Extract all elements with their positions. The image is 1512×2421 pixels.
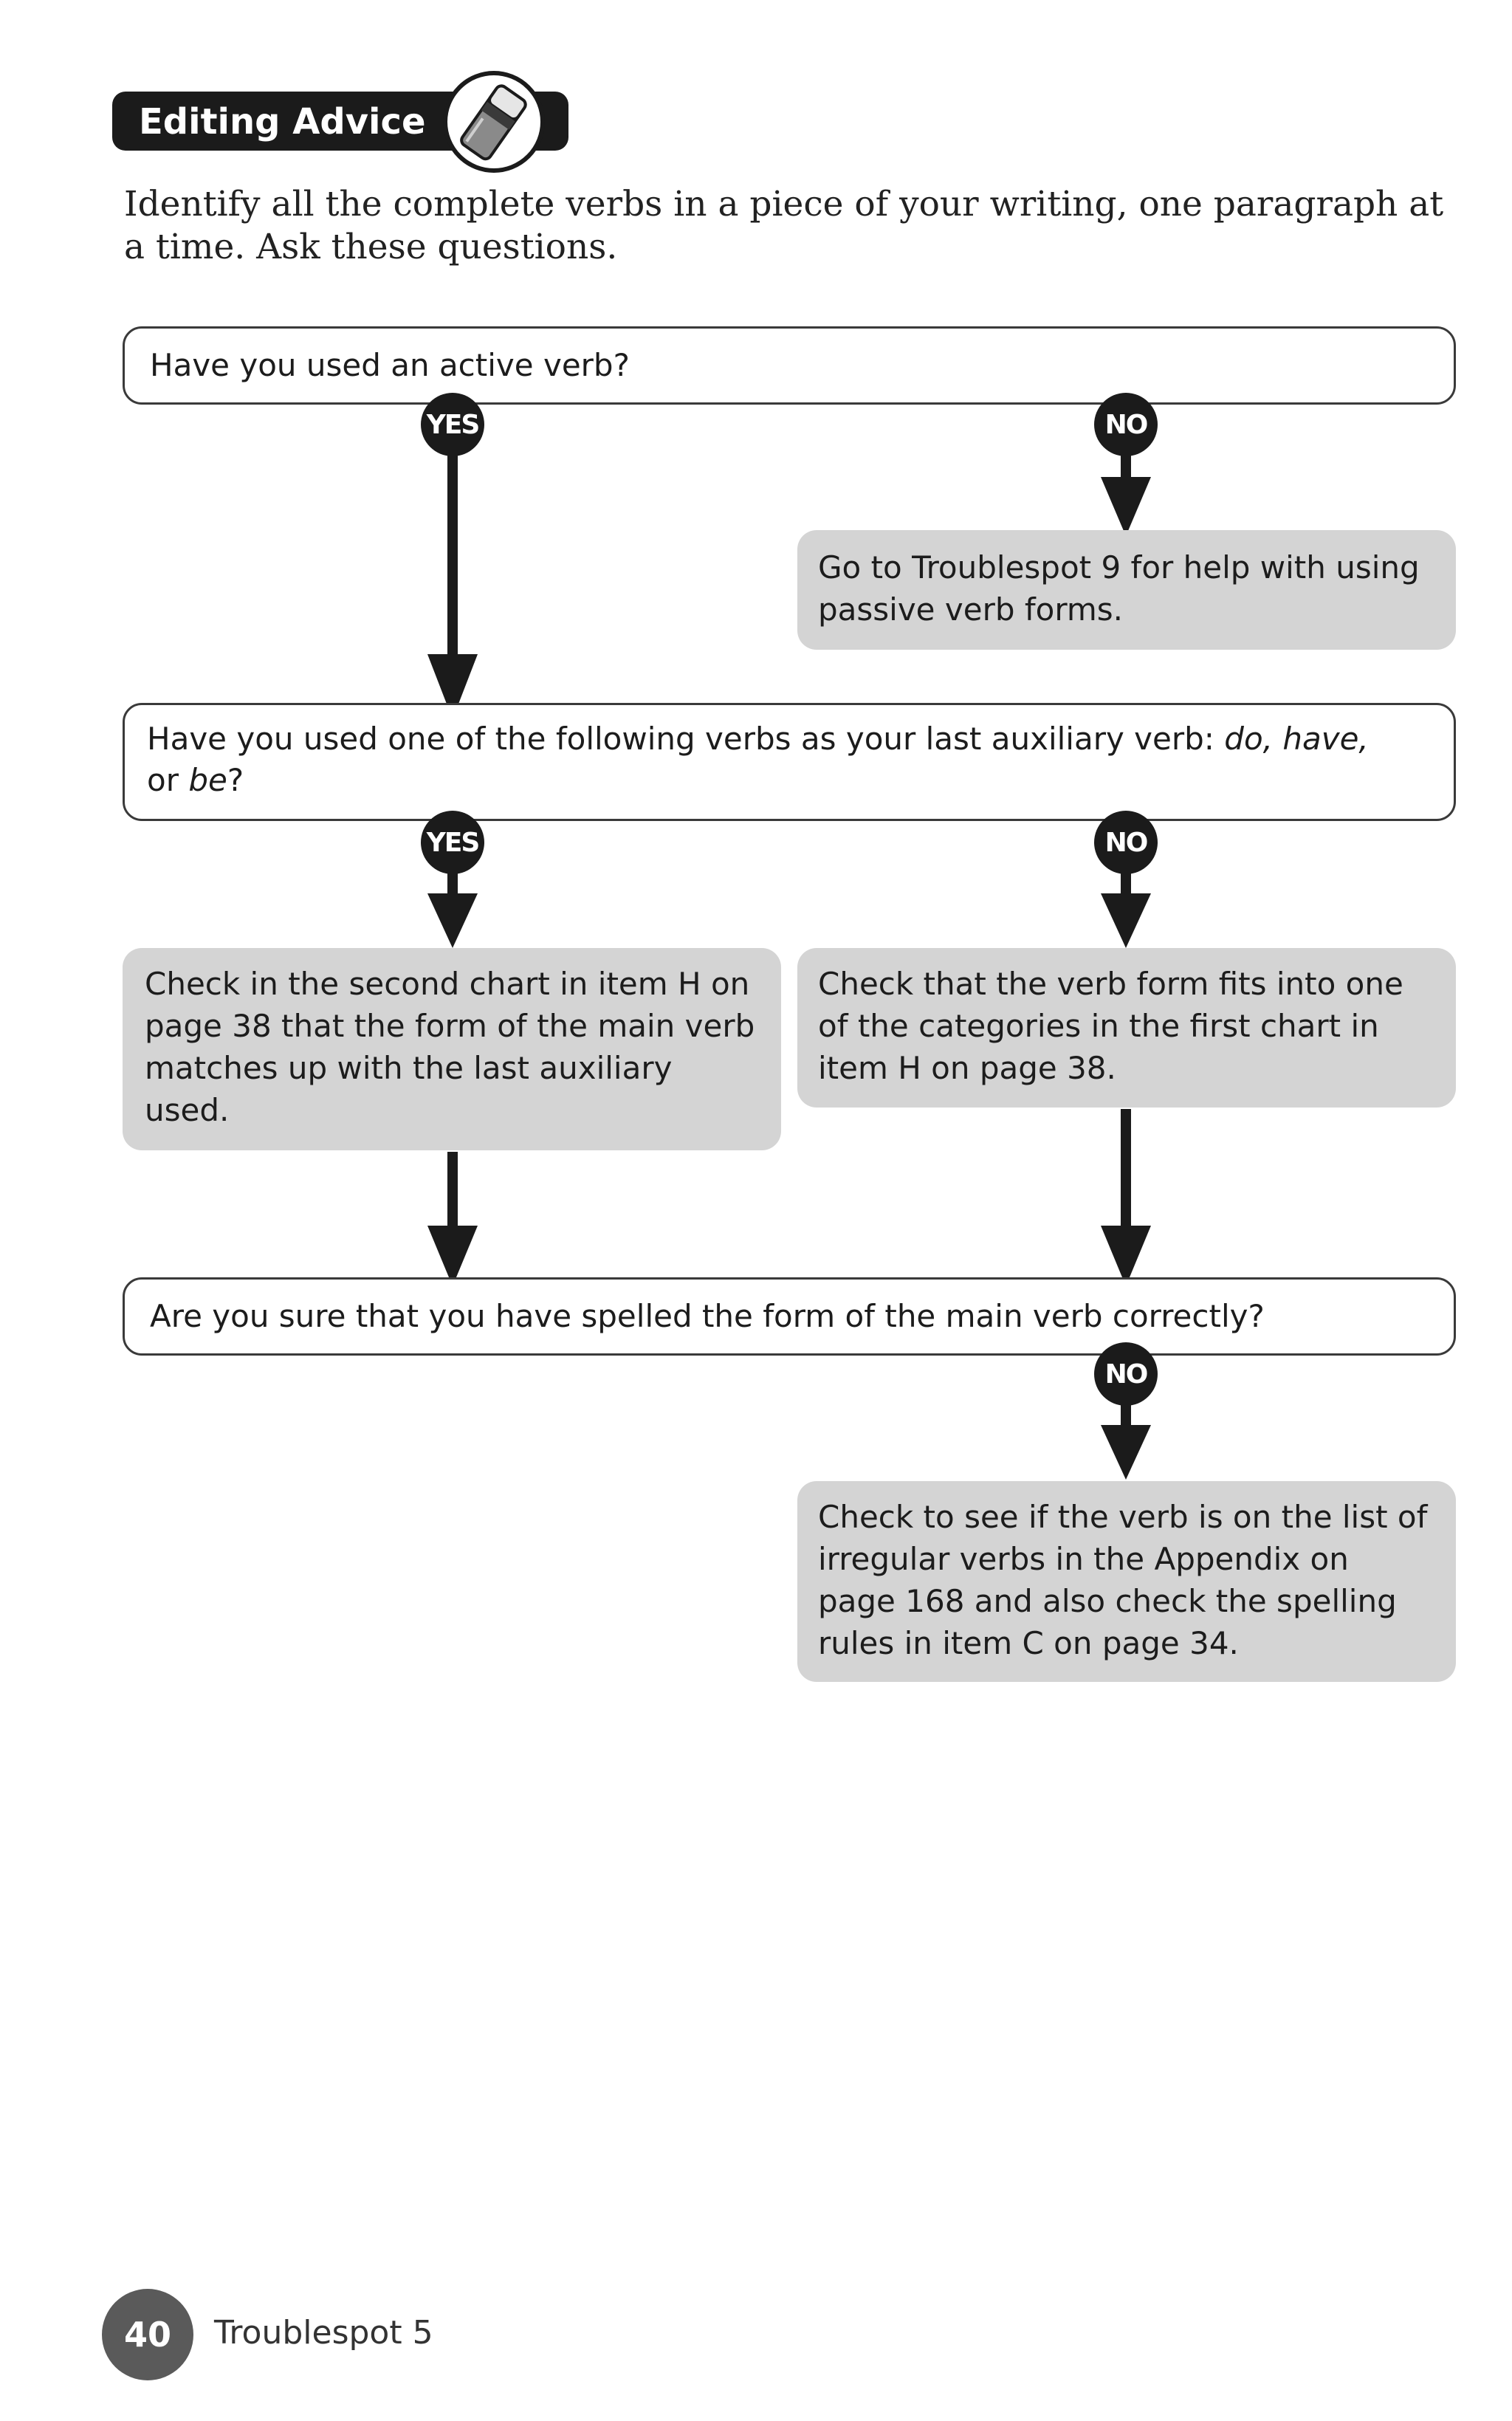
- question-box-auxiliary: [123, 703, 1456, 821]
- question-text-part: Have you used one of the following verbs as your last auxiliary verb:: [147, 721, 1225, 757]
- advice-text: Check to see if the verb is on the list of irregular verbs in the Appendix on page 168 and also check the spelling rules in item C on page 34.: [818, 1499, 1428, 1661]
- question-text: [147, 718, 1432, 801]
- arrow-shaft: [447, 452, 458, 663]
- verb-do: do,: [1224, 721, 1274, 757]
- question-text-part: ?: [227, 762, 244, 798]
- yes-badge: YES: [421, 393, 484, 456]
- page-number-badge: 40: [102, 2289, 193, 2380]
- advice-box-irregular-verbs: [797, 1481, 1456, 1682]
- question-text: Have you used an active verb?: [150, 347, 630, 383]
- advice-box-first-chart: [797, 948, 1456, 1108]
- question-box-active-verb: [123, 326, 1456, 405]
- verb-have: have,: [1282, 721, 1369, 757]
- advice-text: Check that the verb form fits into one of the categories in the first chart in item H on page 38.: [818, 966, 1403, 1086]
- yes-badge: YES: [421, 811, 484, 874]
- advice-text: Check in the second chart in item H on page 38 that the form of the main verb matches up with the last auxiliary used.: [145, 966, 755, 1128]
- advice-box-second-chart: [123, 948, 781, 1150]
- arrow-head: [1101, 893, 1151, 948]
- arrow-shaft: [1121, 1109, 1131, 1237]
- arrow-head: [427, 893, 478, 948]
- arrow-head: [1101, 477, 1151, 536]
- no-badge: NO: [1094, 811, 1158, 874]
- verb-be: be: [188, 762, 227, 798]
- pencil-eraser-icon: [439, 66, 549, 177]
- arrow-shaft: [447, 1152, 458, 1237]
- question-text-part: or: [147, 762, 189, 798]
- running-footer: Troublespot 5: [214, 2314, 433, 2352]
- no-badge: NO: [1094, 1342, 1158, 1406]
- intro-paragraph: Identify all the complete verbs in a piece of your writing, one paragraph at a time. Ask these questions.: [124, 184, 1444, 267]
- question-text: Are you sure that you have spelled the form of the main verb correctly?: [150, 1298, 1265, 1334]
- advice-text: Go to Troublespot 9 for help with using passive verb forms.: [818, 549, 1420, 628]
- section-title: Editing Advice: [139, 101, 426, 142]
- arrow-head: [1101, 1425, 1151, 1480]
- advice-box-passive: [797, 530, 1456, 650]
- question-box-spelling: [123, 1277, 1456, 1356]
- no-badge: NO: [1094, 393, 1158, 456]
